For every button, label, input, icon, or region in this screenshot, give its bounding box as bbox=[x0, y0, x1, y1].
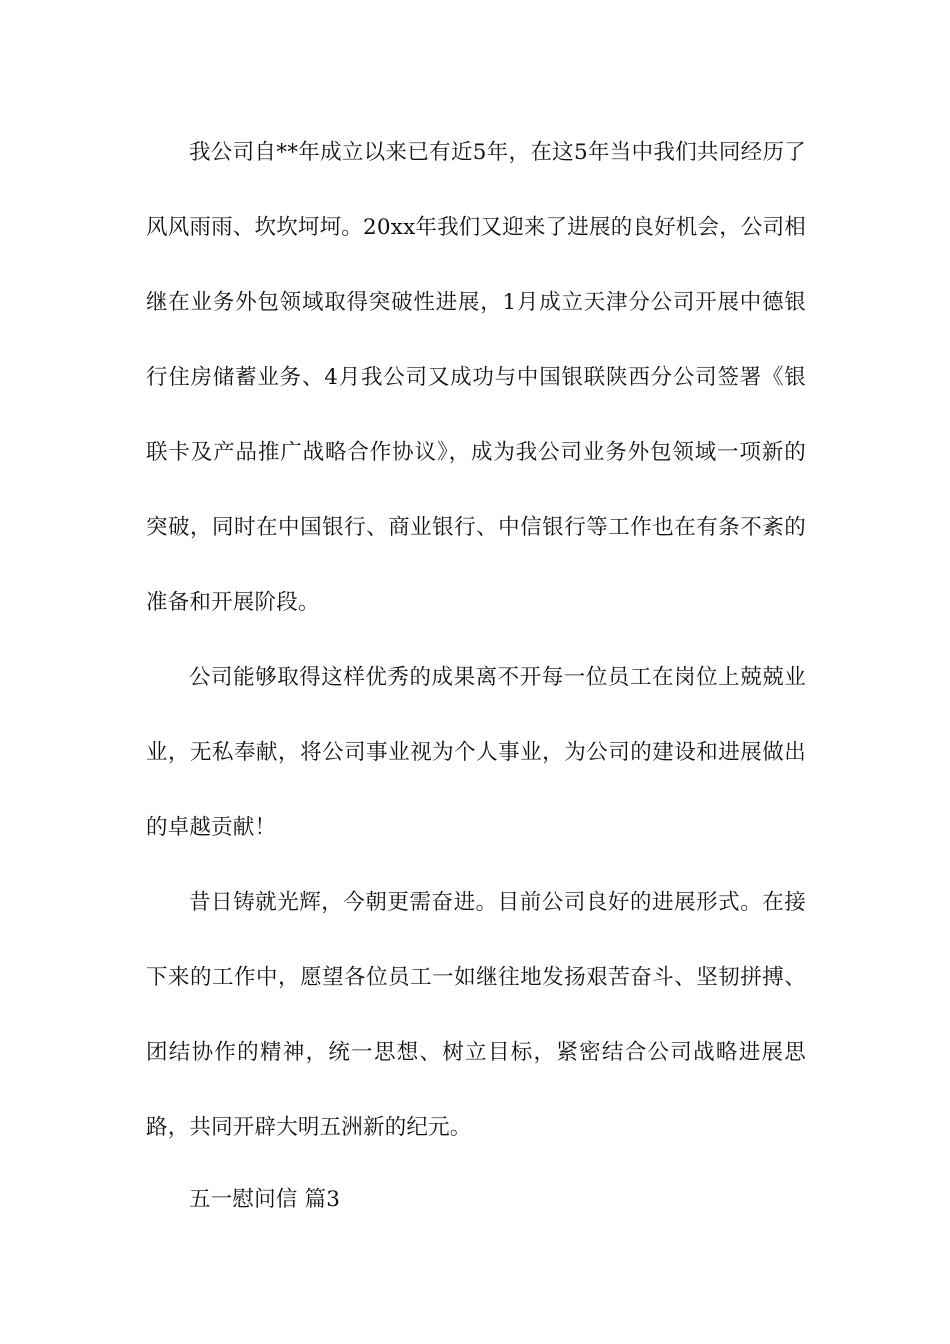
paragraph-future-outlook: 昔日铸就光辉，今朝更需奋进。目前公司良好的进展形式。在接下来的工作中，愿望各位员工一如继往地发扬艰苦奋斗、坚韧拼搏、团结协作的精神，统一思想、树立目标，紧密结合公司战略进展思路，共同开辟大明五洲新的纪元。 bbox=[146, 890, 806, 1140]
paragraph-employee-thanks: 公司能够取得这样优秀的成果离不开每一位员工在岗位上兢兢业业，无私奉献，将公司事业视为个人事业，为公司的建设和进展做出的卓越贡献！ bbox=[146, 665, 806, 840]
section-heading: 五一慰问信 篇3 bbox=[189, 1187, 341, 1212]
paragraph-company-history: 我公司自**年成立以来已有近5年，在这5年当中我们共同经历了风风雨雨、坎坎坷坷。20xx年我们又迎来了进展的良好机会，公司相继在业务外包领域取得突破性进展，1月成立天津分公司开展中德银行住房储蓄业务、4月我公司又成功与中国银联陕西分公司签署《银联卡及产品推广战略合作协议》，成为我公司业务外包领域一项新的突破，同时在中国银行、商业银行、中信银行等工作也在有条不紊的准备和开展阶段。 bbox=[146, 140, 807, 615]
